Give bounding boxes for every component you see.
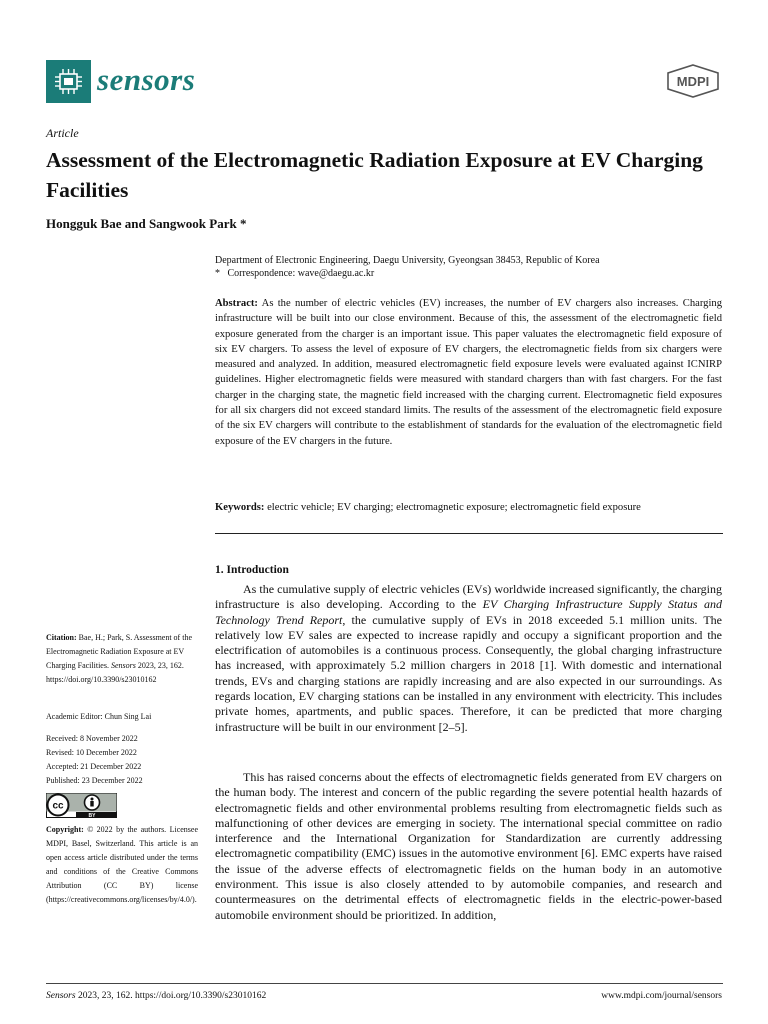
footer-citation-text: 2023, 23, 162. https://doi.org/10.3390/s23010162	[75, 991, 267, 1001]
section-divider	[215, 533, 723, 534]
cc-badge-text: cc	[52, 800, 64, 812]
paper-title: Assessment of the Electromagnetic Radiation Exposure at EV Charging Facilities	[46, 148, 703, 202]
footer-journal-url[interactable]: www.mdpi.com/journal/sensors	[601, 991, 722, 1001]
copyright	[46, 823, 198, 907]
keywords-text: electric vehicle; EV charging; electromagnetic exposure; electromagnetic field exposure	[267, 502, 641, 513]
correspondence-text[interactable]: Correspondence: wave@daegu.ac.kr	[227, 268, 375, 279]
cc-by-text: BY	[88, 813, 96, 818]
chip-icon	[54, 68, 83, 95]
cc-by-license-icon[interactable]	[46, 793, 117, 818]
academic-editor: Academic Editor: Chun Sing Lai	[46, 712, 152, 721]
date-accepted: Accepted: 21 December 2022	[46, 762, 142, 771]
intro-p1-report-title: EV Charging Infrastructure Supply Status and Technology Trend Report	[215, 597, 722, 627]
abstract-label: Abstract:	[215, 298, 258, 309]
article-type: Article	[46, 126, 79, 140]
date-published: Published: 23 December 2022	[46, 776, 143, 785]
footer-divider	[46, 983, 723, 984]
authors[interactable]: Hongguk Bae and Sangwook Park *	[46, 216, 247, 231]
copyright-label: Copyright:	[46, 825, 84, 834]
intro-paragraph-2: This has raised concerns about the effects of electromagnetic fields generated from EV chargers on the human body. The interest and concern of the public regarding the severe potential health hazards of electromagnetic fields and other environmental problems resulting from electromagnetic fields such as malfunctioning of other devices are emerging in society. The international special committee on radio interference and the International Organization for Standardization are currently addressing electromagnetic compatibility (EMC) issues in the automotive environment [6]. EMC experts have raised the issue of the adverse effects of electromagnetic fields on the human body in an automotive environment. This issue is also closely attended to by automobile companies, and research and countermeasures on the detrimental effects of electromagnetic fields in the electric-power-based automobile environment should be prioritized. In addition,	[215, 770, 722, 922]
correspondence-mark: *	[215, 268, 220, 279]
citation-label: Citation:	[46, 633, 77, 642]
intro-p1-text-b: , the cumulative supply of EVs in 2018 exceeded 5.1 million units. The relatively low EV sales are expected to increase rapidly and occupy a significant proportion and the electrification of automobiles is a continuous process. Consequently, the global charging infrastructure has increased, with approximately 5.2 million chargers in 2018 [1]. With domestic and international trends, EVs and charging stations are rapidly increasing and are also expected in our surroundings. As regards location, EV charging stations can be installed in any environment with electricity. This includes private homes, apartments, and public spaces. Therefore, it can be predicted that more charging infrastructure will be built in our environment [2–5].	[215, 612, 722, 734]
affiliation-block	[215, 254, 600, 280]
citation	[46, 631, 198, 687]
copyright-text: © 2022 by the authors. Licensee MDPI, Basel, Switzerland. This article is an open access article distributed under the terms and conditions of the Creative Commons Attribution (CC BY) license (https://creativecommons.org/licenses/by/4.0/).	[46, 825, 199, 904]
citation-text-a: Bae, H.; Park, S. Assessment of the Electromagnetic Radiation Exposure at EV Charging Facilities.	[46, 633, 192, 670]
abstract	[215, 296, 722, 449]
citation-journal: Sensors	[110, 661, 136, 670]
abstract-text: As the number of electric vehicles (EV) increases, the number of EV chargers also increases. Charging infrastructure will be built into our close environment. Because of this, the assessment of the electromagnetic field exposure generated from the charger is an important issue. This paper valuates the electromagnetic field exposure of six EV chargers. To assess the level of exposure of EV chargers, the electromagnetic fields from six chargers were measured and analyzed. In addition, measured electromagnetic field exposure levels were evaluated against ICNIRP guidelines. Higher electromagnetic fields were measured with standard chargers than with fast chargers. For the fast charger in the charging state, the magnetic field increased with the charging current. Electromagnetic field exposures for all six chargers did not exceed standard limits. The results of the assessment of the electromagnetic field exposure of the six EV chargers will contribute to the establishment of standards for the evaluation of the electromagnetic field exposure of the EV chargers in the future.	[215, 298, 722, 447]
footer-journal: Sensors	[46, 991, 76, 1001]
journal-logo-icon	[46, 60, 91, 103]
mdpi-logo-text: MDPI	[676, 74, 710, 89]
date-received: Received: 8 November 2022	[46, 734, 138, 743]
date-revised: Revised: 10 December 2022	[46, 748, 137, 757]
intro-p1-text-a: As the cumulative supply of electric vehicles (EVs) worldwide increased significantly, the charging infrastructure is also developing. According to the	[215, 582, 722, 612]
intro-paragraph-1	[215, 582, 722, 735]
correspondence	[215, 267, 600, 280]
footer-citation[interactable]	[46, 991, 266, 1001]
keywords-label: Keywords:	[215, 502, 265, 513]
mdpi-logo-icon[interactable]	[664, 64, 722, 98]
journal-name[interactable]: sensors	[97, 62, 196, 97]
dates-block	[46, 732, 198, 788]
keywords	[215, 500, 722, 515]
section-heading-introduction: 1. Introduction	[215, 564, 289, 576]
citation-text-b[interactable]: 2023, 23, 162. https://doi.org/10.3390/s23010162	[46, 661, 184, 684]
affiliation: Department of Electronic Engineering, Daegu University, Gyeongsan 38453, Republic of Korea	[215, 255, 600, 266]
